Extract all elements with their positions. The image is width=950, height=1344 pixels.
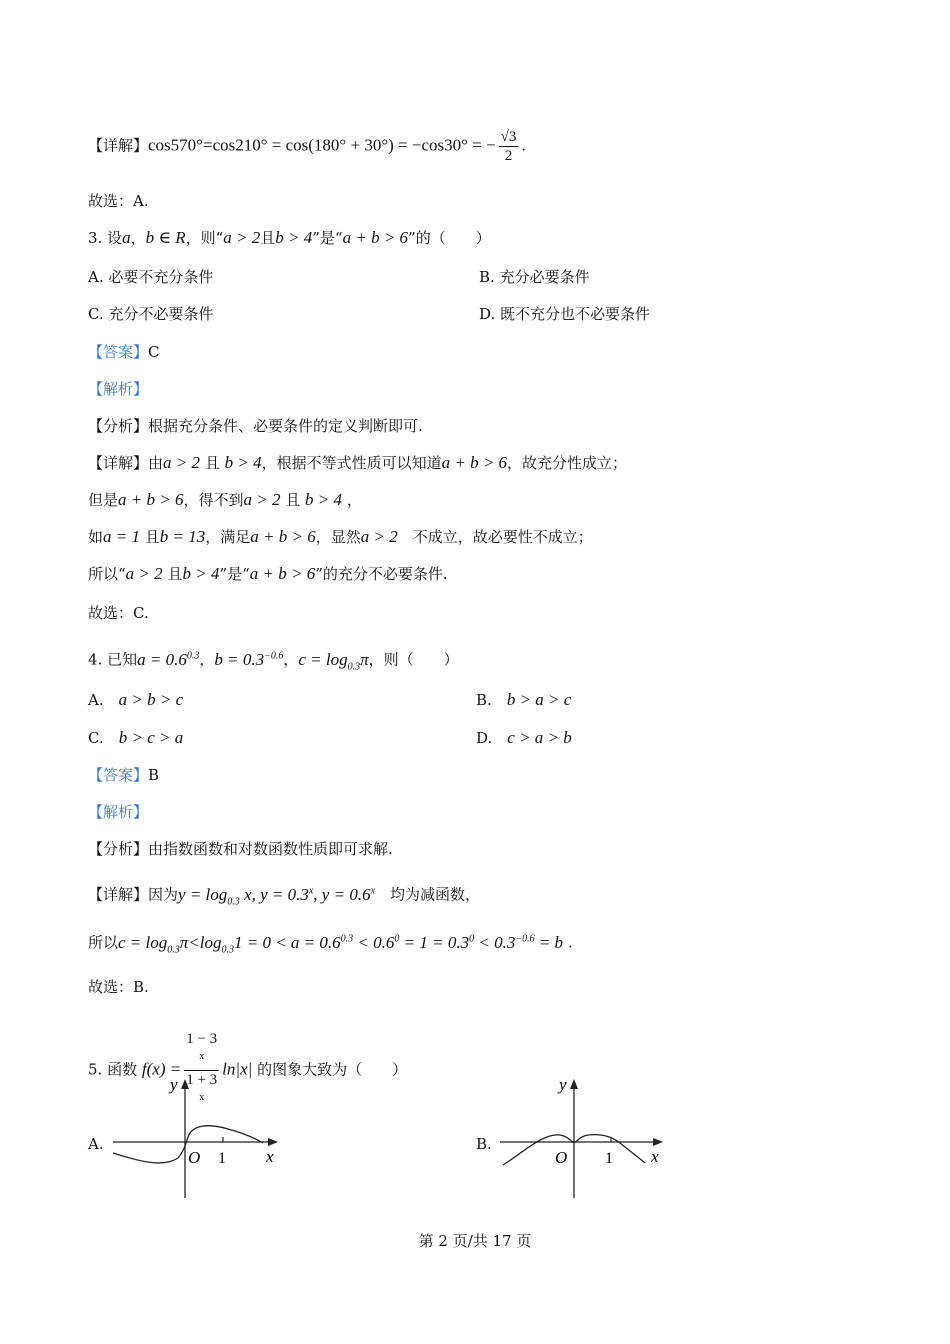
text: 且 <box>204 454 220 472</box>
text: 且 <box>167 565 183 583</box>
math-part: 1 − 3 <box>186 1031 218 1047</box>
option-text: b > a > c <box>506 690 572 709</box>
option-letter: C. <box>88 305 104 323</box>
q3-analysis-label: 【解析】 <box>88 380 149 398</box>
stem-text: 的图象大致为（ ） <box>257 1060 408 1079</box>
math <box>214 650 283 669</box>
option-letter: A. <box>88 268 104 286</box>
q3-analysis <box>88 415 423 437</box>
math-exp: 0 <box>394 933 400 944</box>
y-axis-arrow <box>181 1079 189 1089</box>
detail-label: 【详解】 <box>88 136 149 155</box>
q3-stem <box>88 227 491 249</box>
math-exp: 0 <box>469 933 475 944</box>
y-label: y <box>170 1075 178 1094</box>
math: a > 2 <box>243 490 281 509</box>
q4-detail-1 <box>88 880 480 913</box>
answer-value: B <box>148 766 160 784</box>
text: 但是 <box>88 491 119 509</box>
analysis-text: 根据充分条件、必要条件的定义判断即可. <box>148 417 423 435</box>
math: a + b > 6 <box>250 527 316 546</box>
math <box>137 650 199 669</box>
math: b > 4 <box>275 228 313 247</box>
math: a + b > 6 <box>249 564 316 583</box>
answer-value: C <box>148 343 160 361</box>
q4-option-b <box>476 689 571 711</box>
math-part: = b <box>534 932 564 952</box>
tick-label: 1 <box>218 1150 226 1167</box>
q3-answer <box>88 341 160 363</box>
math: a > 2 <box>360 527 398 546</box>
q3-option-b <box>479 266 590 288</box>
fraction-numerator: √3 <box>500 129 517 145</box>
text: 因为 <box>148 885 179 904</box>
math: b ∈ R <box>145 228 186 247</box>
math-part: 1 = 0 < a = 0.6 <box>233 932 341 952</box>
math: a > 2 <box>125 564 163 583</box>
math: b > 4 <box>305 490 343 509</box>
stem-text: 设 <box>107 229 123 247</box>
x-label: x <box>266 1147 274 1166</box>
analysis-text: 由指数函数和对数函数性质即可求解. <box>148 840 393 858</box>
page-footer: 第 2 页/共 17 页 <box>418 1232 532 1250</box>
option-letter: D. <box>476 729 493 747</box>
q4-option-a <box>88 689 183 711</box>
y-label: y <box>559 1075 567 1094</box>
graph-b <box>495 1073 670 1203</box>
q4-choose: 故选：B. <box>88 978 149 996</box>
math: a > 2 <box>163 453 201 472</box>
option-letter: B. <box>476 691 492 709</box>
math-part: x, y = 0.3 <box>239 884 309 904</box>
origin-label: O <box>555 1148 568 1167</box>
question-number: 5. <box>88 1060 103 1079</box>
q4-option-d <box>476 727 572 749</box>
math-part: π<log <box>179 932 222 952</box>
fraction-numerator <box>184 1030 219 1071</box>
text: ”是“ <box>219 565 250 583</box>
option-letter: C. <box>88 729 104 747</box>
math-part: b = 0.3 <box>214 649 265 669</box>
math-part: , y = 0.6 <box>313 884 371 904</box>
q3-option-a <box>88 266 213 288</box>
math: a = 1 <box>103 527 140 546</box>
option-letter: D. <box>479 305 496 323</box>
q3-option-d <box>479 303 650 325</box>
text: 均为减函数， <box>390 885 481 904</box>
tick-label: 1 <box>605 1150 613 1167</box>
text: 如 <box>88 528 104 546</box>
answer-label: 【答案】 <box>88 343 149 361</box>
stem-text: ， <box>283 650 299 669</box>
math-exp: x <box>199 1051 205 1062</box>
math: a + b > 6 <box>441 453 508 472</box>
text: 所以 <box>88 933 119 952</box>
text: 不成立，故必要性不成立； <box>412 528 593 546</box>
math: a > 2 <box>223 228 261 247</box>
option-text: 充分必要条件 <box>499 268 590 286</box>
math-exp: 0.3 <box>340 933 354 944</box>
math: b = 13 <box>159 527 206 546</box>
math-sub: 0.3 <box>167 944 180 956</box>
math-part: = 1 = 0.3 <box>399 932 470 952</box>
q3-choose: 故选：C. <box>88 604 149 622</box>
x-axis-arrow <box>268 1138 278 1146</box>
q3-detail-3 <box>88 526 593 548</box>
text: 由 <box>148 454 164 472</box>
math-part: 1 + 3 <box>186 1072 218 1088</box>
stem-text: 函数 <box>107 1060 138 1079</box>
y-axis-arrow <box>570 1079 578 1089</box>
analysis-head: 【分析】 <box>88 417 149 435</box>
stem-text: ”的（ ） <box>408 229 491 247</box>
math: b > 4 <box>182 564 220 583</box>
text: 且 <box>285 491 301 509</box>
stem-text: ， <box>130 229 146 247</box>
analysis-head: 【分析】 <box>88 840 149 858</box>
q4-option-c <box>88 727 183 749</box>
q4-analysis-label: 【解析】 <box>88 803 149 821</box>
math: f(x) = <box>141 1059 182 1079</box>
q3-detail-2 <box>88 489 362 511</box>
math-part: π <box>360 649 369 669</box>
math-sub: 0.3 <box>347 661 361 673</box>
option-text: 充分不必要条件 <box>108 305 214 323</box>
math: a <box>122 228 131 247</box>
text: . <box>567 933 573 952</box>
math <box>178 884 376 908</box>
option-text: b > c > a <box>118 728 184 747</box>
math-exp: 0.3 <box>186 650 200 661</box>
text: ，满足 <box>205 528 251 546</box>
q3-detail-4 <box>88 563 448 585</box>
math-exp: x <box>199 1092 205 1103</box>
math-sub: 0.3 <box>221 944 234 956</box>
math-sub: 0.3 <box>227 896 240 908</box>
math-exp: x <box>308 885 314 896</box>
q3-option-c <box>88 303 214 325</box>
x-label: x <box>651 1147 659 1166</box>
detail-label: 【详解】 <box>88 454 149 472</box>
detail-label: 【详解】 <box>88 885 149 904</box>
option-text: 必要不充分条件 <box>108 268 214 286</box>
math <box>298 649 369 673</box>
q2-detail <box>88 128 526 165</box>
q4-analysis <box>88 838 393 860</box>
q4-detail-2 <box>88 928 573 961</box>
math: b > 4 <box>224 453 262 472</box>
text: ，故充分性成立； <box>507 454 628 472</box>
text: ， <box>346 491 362 509</box>
stem-text: 已知 <box>107 650 138 669</box>
option-letter: B. <box>479 268 495 286</box>
stem-text: ， <box>199 650 215 669</box>
option-text: c > a > b <box>507 728 572 747</box>
math: ln|x| <box>222 1059 253 1079</box>
answer-label: 【答案】 <box>88 766 149 784</box>
math: a + b > 6 <box>118 490 184 509</box>
detail-expression: cos570°=cos210° = cos(180° + 30°) = −cos30° = − <box>148 135 496 155</box>
stem-text: ，则（ ） <box>368 650 459 669</box>
math-exp: −0.6 <box>264 650 284 661</box>
math-part: c = log <box>118 932 168 952</box>
math-part: a = 0.6 <box>137 649 187 669</box>
math-part: < 0.3 <box>474 932 516 952</box>
graph-a <box>108 1073 283 1203</box>
question-number: 3. <box>88 229 103 247</box>
text: ，根据不等式性质可以知道 <box>261 454 442 472</box>
math-part: y = log <box>178 884 228 904</box>
text: ，得不到 <box>183 491 244 509</box>
origin-label: O <box>188 1148 201 1167</box>
fraction <box>499 128 519 165</box>
option-text: 既不充分也不必要条件 <box>500 305 651 323</box>
math <box>118 932 564 956</box>
stem-text: ”是“ <box>312 229 343 247</box>
q4-answer <box>88 764 159 786</box>
text: 且 <box>144 528 160 546</box>
stem-text: 且 <box>260 229 276 247</box>
fraction-denominator: 2 <box>504 148 513 164</box>
question-number: 4. <box>88 650 103 669</box>
math-part: < 0.6 <box>353 932 395 952</box>
math-part: c = log <box>298 649 348 669</box>
math: a + b > 6 <box>342 228 409 247</box>
q3-detail-1 <box>88 452 627 474</box>
option-text: a > b > c <box>118 690 184 709</box>
text: ，显然 <box>315 528 361 546</box>
option-letter: A. <box>88 691 104 709</box>
math-exp: x <box>370 885 376 896</box>
x-axis-arrow <box>653 1138 663 1146</box>
stem-text: ，则“ <box>185 229 224 247</box>
text: 所以“ <box>88 565 126 583</box>
text: ”的充分不必要条件. <box>315 565 448 583</box>
math-exp: −0.6 <box>515 933 535 944</box>
graph-b-letter: B. <box>476 1135 492 1153</box>
period: . <box>521 136 527 155</box>
q2-choose: 故选：A. <box>88 192 149 210</box>
graph-a-letter: A. <box>88 1135 104 1153</box>
q4-stem <box>88 645 459 678</box>
